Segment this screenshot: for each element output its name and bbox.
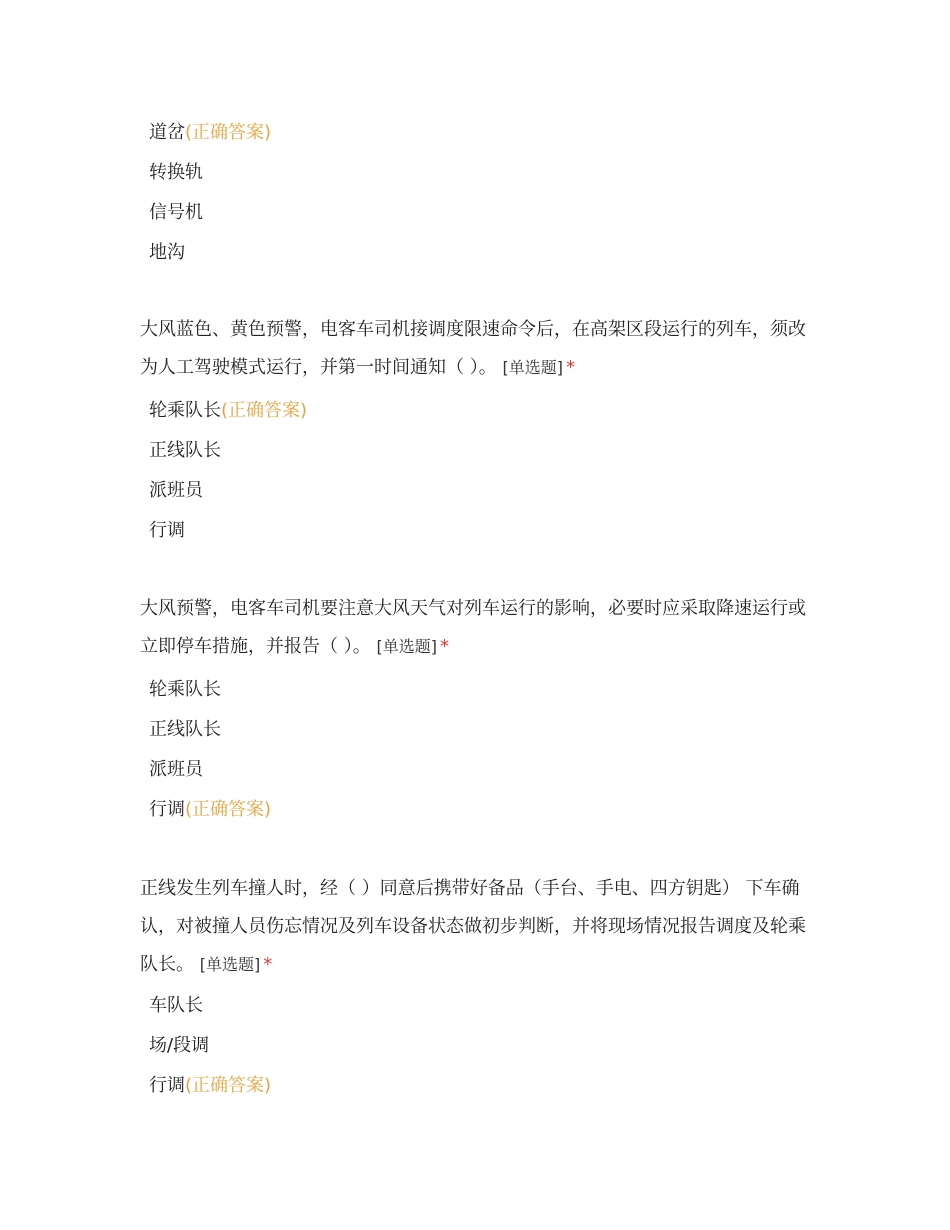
option-3[interactable] — [149, 193, 950, 233]
option-label: 轮乘队长 — [149, 679, 221, 700]
required-mark: * — [263, 954, 273, 975]
option-label: 正线队长 — [149, 719, 221, 740]
question-2 — [0, 311, 950, 551]
options-list — [0, 113, 950, 273]
option-3[interactable] — [149, 471, 950, 511]
option-4[interactable] — [149, 233, 950, 273]
option-1[interactable] — [149, 670, 950, 710]
option-label: 轮乘队长 — [149, 400, 221, 421]
question-type-label: [单选题] — [376, 637, 437, 656]
option-label: 派班员 — [149, 759, 203, 780]
option-2[interactable] — [149, 153, 950, 193]
question-text: 大风蓝色、黄色预警，电客车司机接调度限速命令后，在高架区段运行的列车，须改为人工驾驶模式运行，并第一时间通知（ ）。 — [140, 319, 806, 378]
correct-answer-tag: (正确答案) — [185, 1075, 272, 1096]
required-mark: * — [565, 357, 575, 378]
option-4[interactable] — [149, 790, 950, 830]
option-2[interactable] — [149, 431, 950, 471]
question-text-block — [140, 311, 820, 387]
option-1[interactable] — [149, 391, 950, 431]
option-3[interactable] — [149, 750, 950, 790]
option-label: 场/段调 — [149, 1035, 210, 1056]
option-1[interactable] — [149, 986, 950, 1026]
option-label: 行调 — [149, 799, 185, 820]
option-3[interactable] — [149, 1066, 950, 1106]
question-text: 大风预警，电客车司机要注意大风天气对列车运行的影响，必要时应采取降速运行或立即停车措施，并报告（ ）。 — [140, 598, 806, 657]
correct-answer-tag: (正确答案) — [185, 799, 272, 820]
option-label: 转换轨 — [149, 162, 203, 183]
question-type-label: [单选题] — [199, 955, 261, 974]
option-2[interactable] — [149, 710, 950, 750]
option-label: 车队长 — [149, 995, 203, 1016]
question-3 — [0, 590, 950, 830]
option-label: 行调 — [149, 520, 185, 541]
correct-answer-tag: (正确答案) — [221, 400, 308, 421]
question-1 — [0, 113, 950, 273]
required-mark: * — [439, 636, 449, 657]
option-label: 信号机 — [149, 202, 203, 223]
options-list — [0, 391, 950, 551]
option-4[interactable] — [149, 511, 950, 551]
correct-answer-tag: (正确答案) — [185, 122, 272, 143]
option-label: 正线队长 — [149, 440, 221, 461]
option-label: 道岔 — [149, 122, 185, 143]
question-type-label: [单选题] — [502, 358, 563, 377]
question-text-block — [140, 870, 820, 984]
option-1[interactable] — [149, 113, 950, 153]
option-label: 地沟 — [149, 242, 185, 263]
option-label: 行调 — [149, 1075, 185, 1096]
option-label: 派班员 — [149, 480, 203, 501]
question-text: 正线发生列车撞人时，经（ ）同意后携带好备品（手台、手电、四方钥匙） 下车确认，对被撞人员伤忘情况及列车设备状态做初步判断，并将现场情况报告调度及轮乘队长。 — [140, 878, 806, 975]
options-list — [0, 986, 950, 1106]
options-list — [0, 670, 950, 830]
question-text-block — [140, 590, 820, 666]
question-4 — [0, 870, 950, 1106]
option-2[interactable] — [149, 1026, 950, 1066]
